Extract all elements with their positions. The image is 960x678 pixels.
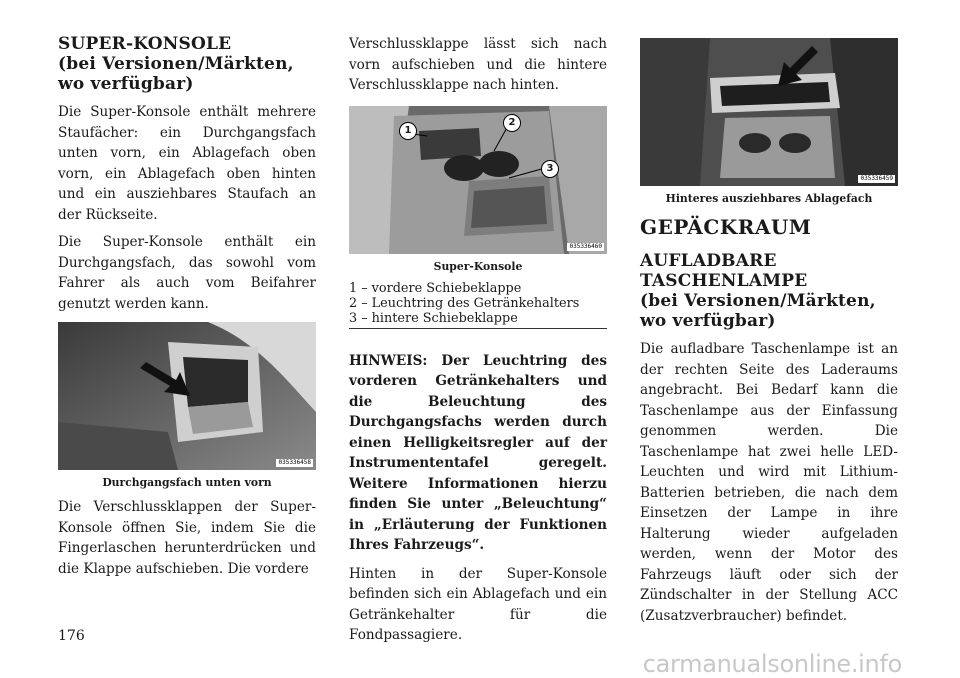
image-code: 035336458 — [278, 459, 311, 466]
photo-caption: Super-Konsole — [433, 259, 523, 273]
photo-illustration — [349, 106, 607, 254]
image-code: 035336459 — [860, 175, 893, 182]
title-line-2: (bei Versionen/Märkten, — [58, 54, 294, 74]
title-line-3: wo verfügbar) — [58, 74, 194, 94]
photo-front-passthrough — [58, 322, 316, 470]
callout-3: 3 — [541, 160, 559, 178]
photo-illustration — [58, 322, 316, 470]
paragraph: Die aufladbare Taschenlampe ist an der rechten Seite des Laderaums angebracht. Bei Bedarf kann die Taschenlampe aus der Einfassung genommen werden. Die Taschenlampe hat zwei helle LED-Leuchten und wird mit Lithium-Batterien betrieben, die nach dem Einsetzen der Lampe in ihre Halterung wieder aufgeladen werden, wenn der Motor des Fahrzeugs läuft oder sich der Zündschalter in der Stellung ACC (Zusatzverbraucher) befindet. — [640, 341, 898, 624]
legend-item: 2 – Leuchtring des Getränkehalters — [349, 295, 580, 311]
watermark: carmanualsonline.info — [642, 650, 902, 678]
subtitle-line-2: TASCHENLAMPE — [640, 271, 808, 291]
paragraph: Verschlussklappe lässt sich nach vorn aufschieben und die hintere Verschlussklappe nach hinten. — [349, 36, 607, 93]
callout-1: 1 — [399, 122, 417, 140]
subtitle-line-4: wo verfügbar) — [640, 311, 776, 331]
subsection-title — [640, 251, 898, 331]
column-right — [640, 38, 898, 633]
column-middle — [349, 34, 607, 653]
section-heading: GEPÄCKRAUM — [640, 215, 812, 239]
paragraph: Die Verschlussklappen der Super-Konsole öffnen Sie, indem Sie die Fingerlaschen herunterdrücken und die Klappe aufschieben. Die vordere — [58, 499, 316, 577]
callout-legend — [349, 281, 607, 329]
paragraph: Die Super-Konsole enthält ein Durchgangsfach, das sowohl vom Fahrer als auch vom Beifahrer genutzt werden kann. — [58, 234, 316, 312]
photo-caption: Hinteres ausziehbares Ablagefach — [665, 192, 873, 205]
note-paragraph: HINWEIS: Der Leuchtring des vorderen Getränkehalters und die Beleuchtung des Durchgangsfachs werden durch einen Helligkeitsregler auf der Instrumententafel geregelt. Weitere Informationen hierzu finden Sie unter „Beleuchtung“ in „Erläuterung der Funktionen Ihres Fahrzeugs“. — [349, 352, 607, 553]
photo-super-console — [349, 106, 607, 254]
legend-item: 3 – hintere Schiebeklappe — [349, 310, 518, 326]
page-number: 176 — [58, 628, 85, 644]
legend-item: 1 – vordere Schiebeklappe — [349, 280, 522, 296]
photo-illustration — [640, 38, 898, 186]
paragraph: Die Super-Konsole enthält mehrere Staufächer: ein Durchgangsfach unten vorn, ein Ablagefach oben vorn, ein Ablagefach oben hinten und ein ausziehbares Staufach an der Rückseite. — [58, 104, 316, 223]
paragraph: Hinten in der Super-Konsole befinden sich ein Ablagefach und ein Getränkehalter für die Fondpassagiere. — [349, 565, 607, 643]
photo-caption: Durchgangsfach unten vorn — [102, 476, 272, 489]
subtitle-line-1: AUFLADBARE — [640, 251, 777, 271]
callout-2: 2 — [503, 114, 521, 132]
title-line-1: SUPER-KONSOLE — [58, 34, 232, 54]
subtitle-line-3: (bei Versionen/Märkten, — [640, 291, 876, 311]
section-title — [58, 34, 316, 94]
image-code: 035336460 — [569, 242, 602, 250]
column-left — [58, 34, 316, 586]
photo-rear-tray — [640, 38, 898, 186]
